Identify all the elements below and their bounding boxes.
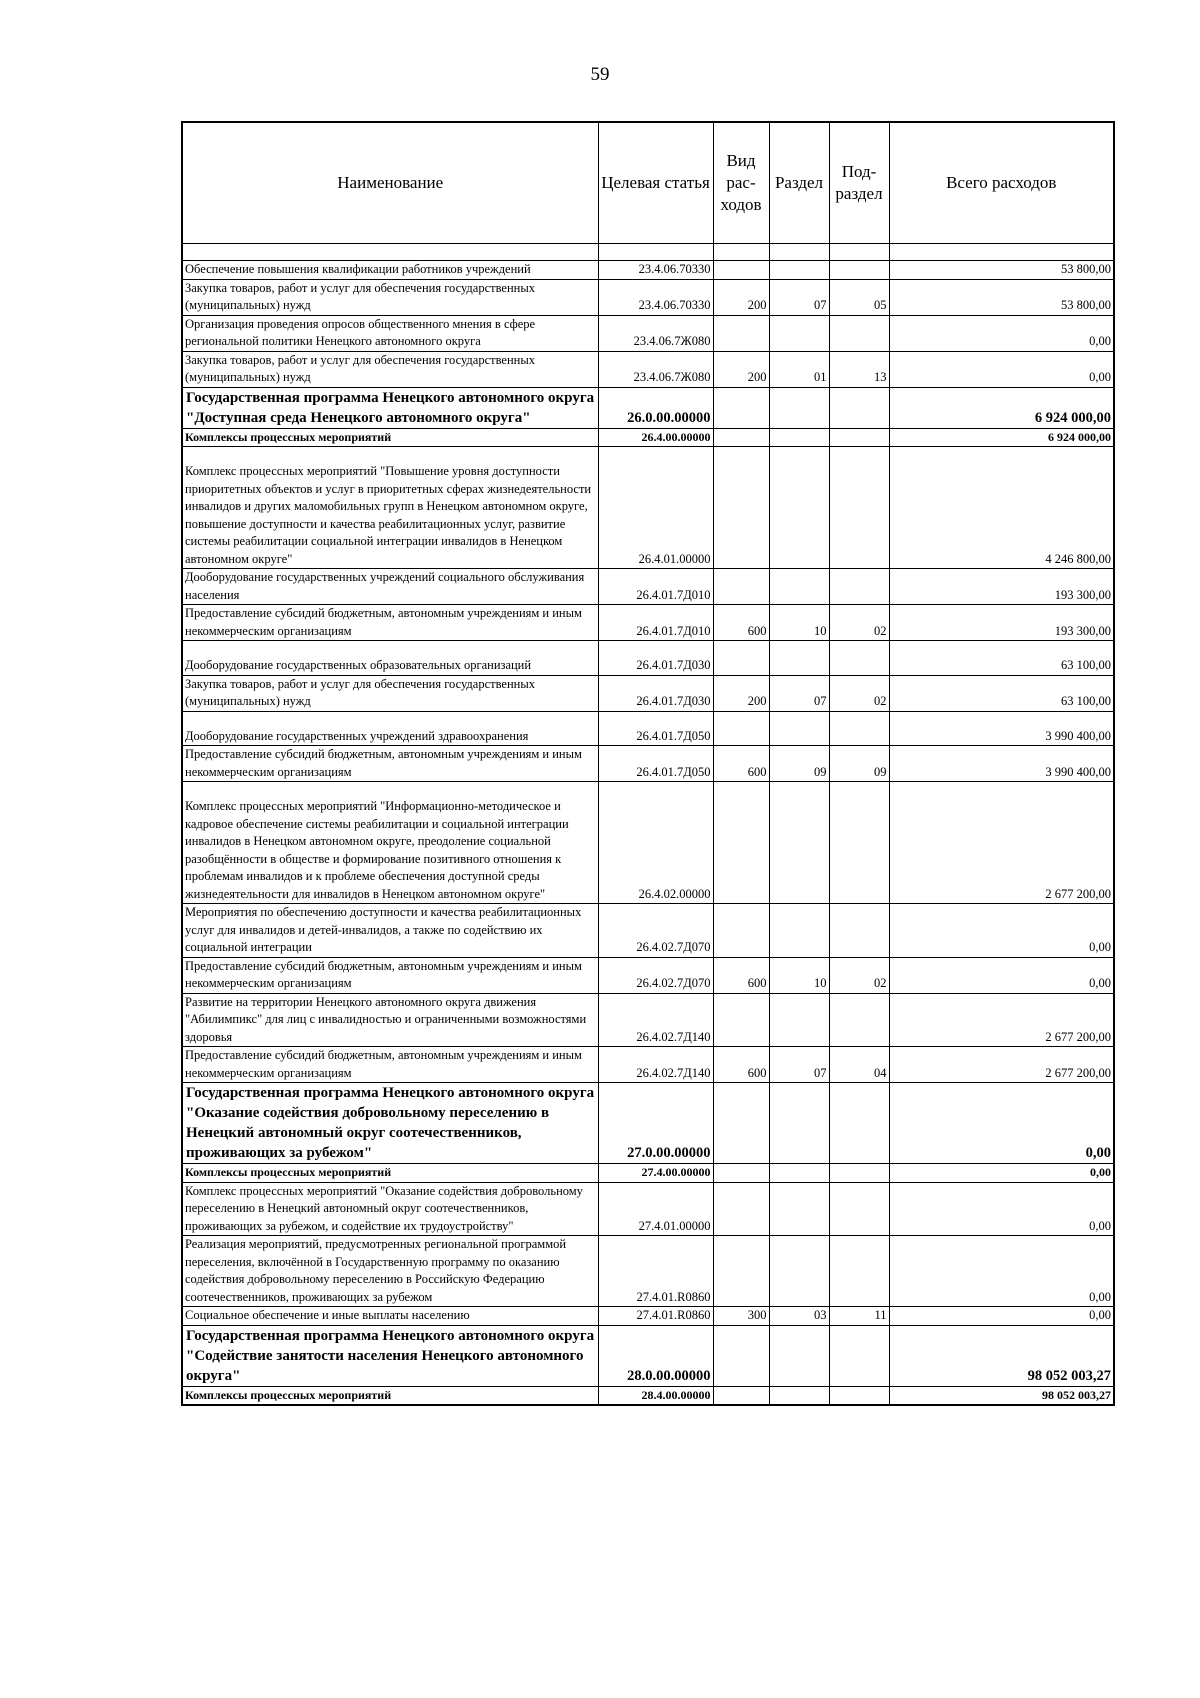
row-podrazdel: 09 [829,746,889,782]
row-razdel [769,315,829,351]
row-name: Дооборудование государственных учреждений социального обслуживания населения [182,569,598,605]
row-total: 4 246 800,00 [889,447,1114,569]
row-vid: 600 [713,746,769,782]
row-total: 0,00 [889,1236,1114,1307]
row-razdel: 07 [769,1047,829,1083]
row-target: 28.4.00.00000 [598,1386,713,1405]
row-podrazdel [829,387,889,428]
row-razdel [769,447,829,569]
row-target: 28.0.00.00000 [598,1325,713,1386]
row-name: Социальное обеспечение и иные выплаты населению [182,1307,598,1326]
row-podrazdel: 02 [829,957,889,993]
row-name: Реализация мероприятий, предусмотренных региональной программой переселения, включённой в Государственную программу по оказанию содействия добровольному переселению в Российскую Федерацию соотечественников, проживающих за рубежом [182,1236,598,1307]
row-target: 26.4.01.00000 [598,447,713,569]
row-razdel: 03 [769,1307,829,1326]
row-name: Комплекс процессных мероприятий "Повышение уровня доступности приоритетных объектов и услуг в приоритетных сферах жизнедеятельности инвалидов и других маломобильных групп в Ненецком автономном округе, повышение доступности и качества реабилитационных услуг, развитие системы реабилитации социальной интеграции инвалидов в Ненецком автономном округе" [182,447,598,569]
row-razdel [769,569,829,605]
table-row [182,746,1114,782]
table-row [182,957,1114,993]
row-name: Закупка товаров, работ и услуг для обеспечения государственных (муниципальных) нужд [182,351,598,387]
table-row [182,1325,1114,1386]
row-podrazdel [829,315,889,351]
row-razdel: 01 [769,351,829,387]
row-name: Государственная программа Ненецкого автономного округа "Оказание содействия добровольному переселению в Ненецкий автономный округ соотечественников, проживающих за рубежом" [182,1083,598,1164]
row-podrazdel [829,1164,889,1183]
table-row [182,675,1114,711]
row-razdel: 07 [769,675,829,711]
table-row [182,351,1114,387]
table-row [182,428,1114,447]
row-podrazdel: 02 [829,675,889,711]
row-vid: 600 [713,1047,769,1083]
row-total: 98 052 003,27 [889,1386,1114,1405]
table-row [182,387,1114,428]
row-total: 63 100,00 [889,675,1114,711]
row-vid [713,1236,769,1307]
row-razdel [769,904,829,958]
row-total: 0,00 [889,351,1114,387]
row-name: Предоставление субсидий бюджетным, автономным учреждениям и иным некоммерческим организациям [182,746,598,782]
row-name: Комплексы процессных мероприятий [182,1386,598,1405]
row-vid [713,1164,769,1183]
row-podrazdel: 05 [829,279,889,315]
row-total: 0,00 [889,904,1114,958]
row-podrazdel [829,1182,889,1236]
table-row [182,569,1114,605]
row-target: 23.4.06.70330 [598,261,713,280]
row-podrazdel [829,904,889,958]
row-target: 26.4.02.7Д140 [598,993,713,1047]
row-vid [713,315,769,351]
row-name: Предоставление субсидий бюджетным, автономным учреждениям и иным некоммерческим организациям [182,605,598,641]
header-podrazdel: Под- раздел [829,122,889,244]
row-vid [713,387,769,428]
row-target: 27.0.00.00000 [598,1083,713,1164]
row-podrazdel: 04 [829,1047,889,1083]
row-total: 3 990 400,00 [889,711,1114,746]
header-spacer-row [182,244,1114,261]
row-name: Государственная программа Ненецкого автономного округа "Доступная среда Ненецкого автономного округа" [182,387,598,428]
row-target: 26.4.01.7Д030 [598,675,713,711]
row-podrazdel [829,447,889,569]
row-total: 2 677 200,00 [889,993,1114,1047]
row-razdel [769,1182,829,1236]
table-row [182,1236,1114,1307]
row-target: 26.4.00.00000 [598,428,713,447]
row-target: 26.4.01.7Д010 [598,569,713,605]
row-razdel: 09 [769,746,829,782]
row-razdel [769,428,829,447]
row-vid [713,428,769,447]
row-podrazdel: 11 [829,1307,889,1326]
row-name: Дооборудование государственных образовательных организаций [182,641,598,676]
row-name: Комплекс процессных мероприятий "Оказание содействия добровольному переселению в Ненецкий автономный округ соотечественников, проживающих за рубежом, и содействие их трудоустройству" [182,1182,598,1236]
table-row [182,1047,1114,1083]
budget-table [181,121,1115,1406]
row-vid [713,993,769,1047]
row-razdel: 10 [769,957,829,993]
row-name: Комплексы процессных мероприятий [182,1164,598,1183]
table-row [182,447,1114,569]
row-vid: 200 [713,351,769,387]
row-name: Дооборудование государственных учреждений здравоохранения [182,711,598,746]
row-vid: 600 [713,957,769,993]
row-razdel: 07 [769,279,829,315]
row-razdel [769,641,829,676]
row-target: 27.4.01.R0860 [598,1307,713,1326]
row-target: 26.4.01.7Д010 [598,605,713,641]
row-target: 27.4.01.00000 [598,1182,713,1236]
row-total: 6 924 000,00 [889,428,1114,447]
row-target: 27.4.00.00000 [598,1164,713,1183]
row-target: 26.4.02.7Д070 [598,957,713,993]
row-target: 26.4.02.7Д070 [598,904,713,958]
table-row [182,279,1114,315]
table-header-row [182,122,1114,244]
header-vid: Вид рас- ходов [713,122,769,244]
table-row [182,711,1114,746]
row-razdel [769,261,829,280]
row-name: Мероприятия по обеспечению доступности и качества реабилитационных услуг для инвалидов и детей-инвалидов, а также по содействию их социальной интеграции [182,904,598,958]
row-target: 26.4.01.7Д050 [598,711,713,746]
row-target: 27.4.01.R0860 [598,1236,713,1307]
row-vid [713,1386,769,1405]
row-total: 63 100,00 [889,641,1114,676]
row-name: Развитие на территории Ненецкого автономного округа движения "Абилимпикс" для лиц с инвалидностью и ограниченными возможностями здоровья [182,993,598,1047]
row-razdel [769,1236,829,1307]
row-total: 0,00 [889,1307,1114,1326]
table-row [182,641,1114,676]
header-name: Наименование [182,122,598,244]
table-row [182,1182,1114,1236]
row-target: 23.4.06.7Ж080 [598,351,713,387]
row-vid [713,447,769,569]
row-target: 26.4.01.7Д030 [598,641,713,676]
row-total: 0,00 [889,1083,1114,1164]
row-target: 26.4.01.7Д050 [598,746,713,782]
row-vid [713,904,769,958]
row-name: Предоставление субсидий бюджетным, автономным учреждениям и иным некоммерческим организациям [182,1047,598,1083]
row-podrazdel [829,261,889,280]
row-total: 193 300,00 [889,569,1114,605]
table-row [182,315,1114,351]
row-name: Организация проведения опросов общественного мнения в сфере региональной политики Ненецкого автономного округа [182,315,598,351]
row-name: Государственная программа Ненецкого автономного округа "Содействие занятости населения Ненецкого автономного округа" [182,1325,598,1386]
table-row [182,782,1114,904]
row-name: Закупка товаров, работ и услуг для обеспечения государственных (муниципальных) нужд [182,675,598,711]
row-total: 6 924 000,00 [889,387,1114,428]
header-total: Всего расходов [889,122,1114,244]
table-row [182,1083,1114,1164]
row-razdel [769,1325,829,1386]
row-podrazdel [829,641,889,676]
row-podrazdel [829,569,889,605]
row-target: 23.4.06.7Ж080 [598,315,713,351]
row-vid [713,782,769,904]
header-target: Целевая статья [598,122,713,244]
row-podrazdel [829,993,889,1047]
row-razdel [769,711,829,746]
row-podrazdel: 13 [829,351,889,387]
row-razdel: 10 [769,605,829,641]
row-total: 0,00 [889,315,1114,351]
table-row [182,605,1114,641]
row-vid [713,261,769,280]
row-razdel [769,1083,829,1164]
row-podrazdel [829,428,889,447]
row-total: 2 677 200,00 [889,782,1114,904]
row-vid [713,1325,769,1386]
row-vid: 200 [713,279,769,315]
row-total: 193 300,00 [889,605,1114,641]
row-name: Обеспечение повышения квалификации работников учреждений [182,261,598,280]
row-vid: 200 [713,675,769,711]
row-razdel [769,1386,829,1405]
row-name: Предоставление субсидий бюджетным, автономным учреждениям и иным некоммерческим организациям [182,957,598,993]
row-total: 0,00 [889,1182,1114,1236]
row-name: Комплексы процессных мероприятий [182,428,598,447]
row-target: 26.4.02.00000 [598,782,713,904]
row-razdel [769,387,829,428]
row-razdel [769,1164,829,1183]
table-row [182,261,1114,280]
row-target: 23.4.06.70330 [598,279,713,315]
row-razdel [769,782,829,904]
row-podrazdel [829,1386,889,1405]
table-row [182,1307,1114,1326]
row-vid [713,1182,769,1236]
row-podrazdel [829,1083,889,1164]
row-vid [713,711,769,746]
row-total: 3 990 400,00 [889,746,1114,782]
row-vid [713,569,769,605]
row-podrazdel [829,711,889,746]
row-total: 53 800,00 [889,279,1114,315]
row-name: Комплекс процессных мероприятий "Информационно-методическое и кадровое обеспечение системы реабилитации и социальной интеграции инвалидов в Ненецком автономном округе, преодоление социальной разобщённости в обществе и формирование позитивного отношения к проблемам инвалидов и к проблеме обеспечения доступной среды жизнедеятельности для инвалидов в Ненецком автономном округе" [182,782,598,904]
table-row [182,1386,1114,1405]
row-total: 2 677 200,00 [889,1047,1114,1083]
page-number: 59 [590,64,610,85]
table-row [182,904,1114,958]
row-podrazdel: 02 [829,605,889,641]
row-razdel [769,993,829,1047]
table-row [182,993,1114,1047]
row-target: 26.4.02.7Д140 [598,1047,713,1083]
table-body [182,261,1114,1406]
row-total: 0,00 [889,1164,1114,1183]
row-total: 0,00 [889,957,1114,993]
table-row [182,1164,1114,1183]
row-name: Закупка товаров, работ и услуг для обеспечения государственных (муниципальных) нужд [182,279,598,315]
row-vid: 600 [713,605,769,641]
row-vid [713,641,769,676]
row-total: 53 800,00 [889,261,1114,280]
header-razdel: Раздел [769,122,829,244]
row-total: 98 052 003,27 [889,1325,1114,1386]
row-podrazdel [829,782,889,904]
row-podrazdel [829,1325,889,1386]
row-podrazdel [829,1236,889,1307]
row-vid [713,1083,769,1164]
row-target: 26.0.00.00000 [598,387,713,428]
row-vid: 300 [713,1307,769,1326]
